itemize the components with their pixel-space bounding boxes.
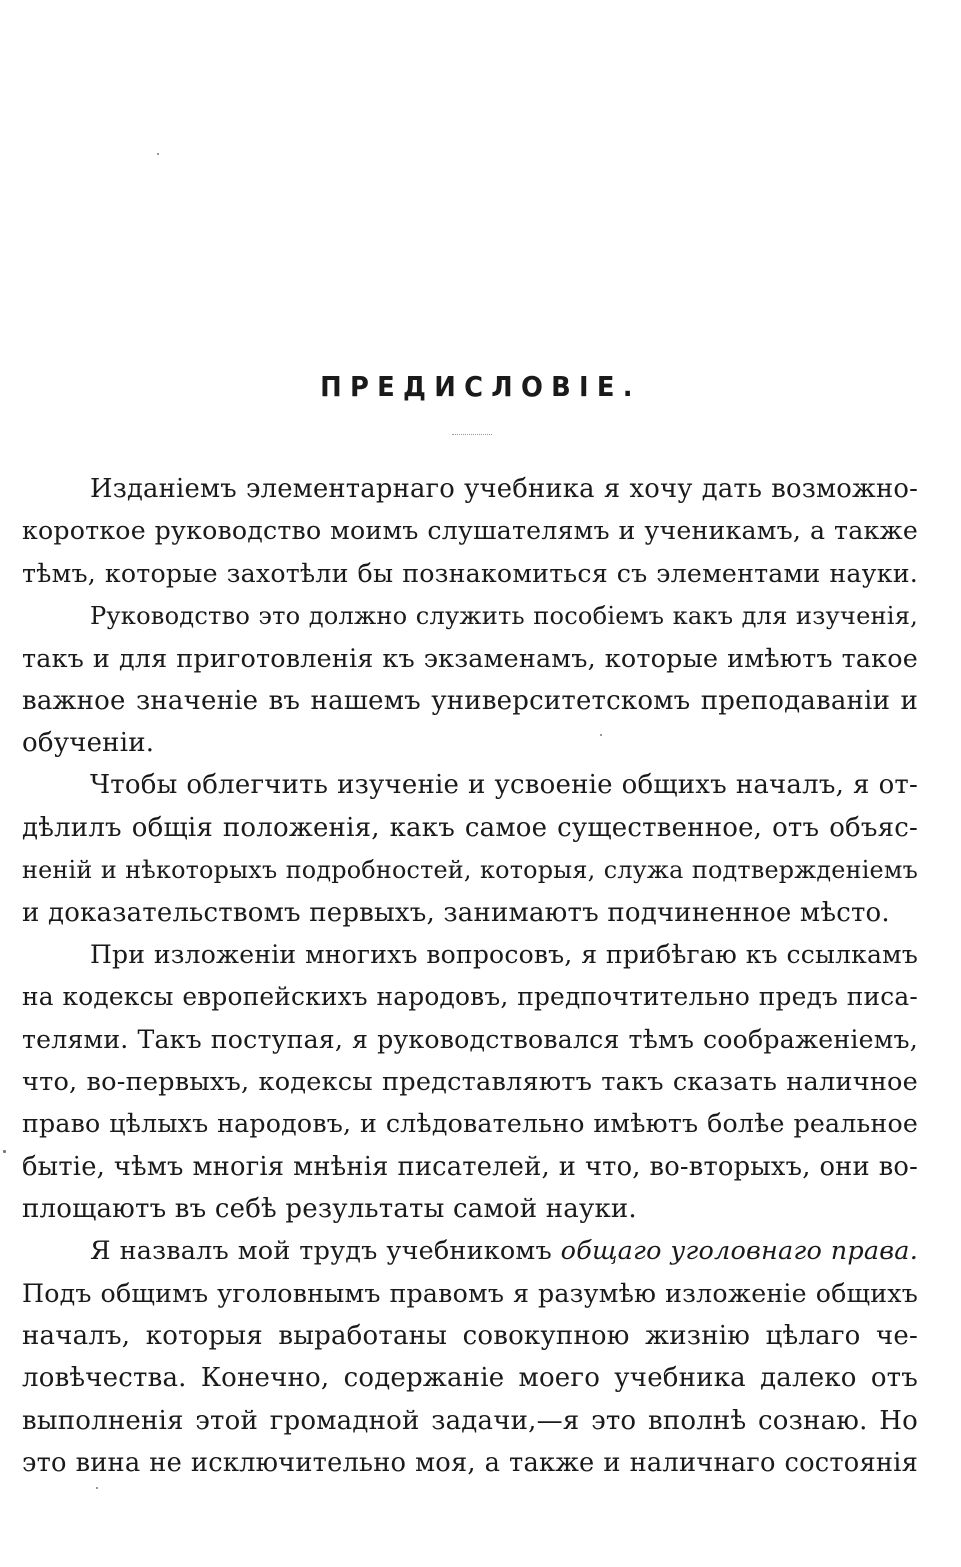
- text-line: [22, 1103, 918, 1145]
- text-line-content: обученіи.: [22, 728, 155, 759]
- text-line-content: ловѣчества. Конечно, содержаніе моего учебника далеко отъ: [22, 1363, 918, 1394]
- text-line: [22, 1357, 918, 1399]
- text-line: [22, 722, 918, 764]
- text-line: [22, 637, 918, 679]
- text-line-content: тѣмъ, которые захотѣли бы познакомиться съ элементами науки.: [22, 558, 918, 588]
- text-line: [90, 1230, 918, 1272]
- text-line-content: это вина не исключительно моя, а также и наличнаго состоянія: [22, 1448, 918, 1479]
- italic-phrase: общаго уголовнаго права.: [560, 1236, 918, 1267]
- text-line: [22, 680, 918, 722]
- text-line-content: Руководство это должно служить пособіемъ какъ для изученія,: [90, 602, 918, 631]
- text-line-content: Подъ общимъ уголовнымъ правомъ я разумѣю изложеніе общихъ: [22, 1278, 918, 1308]
- text-line: [90, 764, 918, 806]
- text-line: [22, 1188, 918, 1230]
- text-line-content: важное значеніе въ нашемъ университетскомъ преподаваніи и: [22, 685, 918, 716]
- text-line-content: неній и нѣкоторыхъ подробностей, которыя, служа подтвержденіемъ: [22, 856, 918, 885]
- text-line: [22, 807, 918, 849]
- text-line: [22, 1315, 918, 1357]
- text-line-content: короткое руководство моимъ слушателямъ и ученикамъ, а также: [22, 516, 918, 546]
- text-line: [90, 934, 918, 976]
- text-line-content: и доказательствомъ первыхъ, занимаютъ подчиненное мѣсто.: [22, 897, 890, 928]
- text-line: [22, 1146, 918, 1188]
- text-line-content: площаютъ въ себѣ результаты самой науки.: [22, 1193, 637, 1224]
- text-line: [22, 1019, 918, 1061]
- text-line-content: что, во-первыхъ, кодексы представляютъ такъ сказать наличное: [22, 1066, 918, 1097]
- text-line: [22, 849, 918, 891]
- text-line-content: дѣлилъ общія положенія, какъ самое существенное, отъ объяс-: [22, 812, 918, 843]
- text-line-content: Изданіемъ элементарнаго учебника я хочу дать возможно-: [90, 474, 918, 504]
- text-line: [22, 892, 918, 934]
- text-line-content: Чтобы облегчить изученіе и усвоеніе общихъ началъ, я от-: [90, 770, 918, 801]
- text-line-content: бытіе, чѣмъ многія мнѣнія писателей, и что, во-вторыхъ, они во-: [22, 1151, 918, 1182]
- text-line: [22, 976, 918, 1018]
- text-line-content: Я назвалъ мой трудъ учебникомъ: [90, 1236, 561, 1267]
- text-line: [22, 1061, 918, 1103]
- text-line-content: выполненія этой громадной задачи,—я это вполнѣ сознаю. Но: [22, 1405, 918, 1436]
- text-line: [22, 553, 918, 595]
- text-line: [90, 595, 918, 637]
- text-line-content: телями. Такъ поступая, я руководствовался тѣмъ соображеніемъ,: [22, 1024, 918, 1054]
- text-line-content: началъ, которыя выработаны совокупною жизнію цѣлаго че-: [22, 1321, 918, 1351]
- paper-speck: [3, 1150, 6, 1153]
- text-line: [90, 468, 918, 510]
- paper-speck: [157, 153, 159, 155]
- text-line-content: на кодексы европейскихъ народовъ, предпочтительно предъ писа-: [22, 982, 918, 1012]
- text-line: [22, 1442, 918, 1484]
- text-line: [22, 1273, 918, 1315]
- text-line-content: При изложеніи многихъ вопросовъ, я прибѣгаю къ ссылкамъ: [90, 939, 918, 969]
- page-title: ПРЕДИСЛОВІЕ.: [320, 370, 641, 403]
- text-line: [22, 510, 918, 552]
- text-line-content: такъ и для приготовленія къ экзаменамъ, которые имѣютъ такое: [22, 643, 918, 674]
- text-line-content: право цѣлыхъ народовъ, и слѣдовательно имѣютъ болѣе реальное: [22, 1109, 918, 1139]
- text-line: [22, 1400, 918, 1442]
- paper-speck: [600, 734, 602, 736]
- paper-speck: [96, 1487, 98, 1489]
